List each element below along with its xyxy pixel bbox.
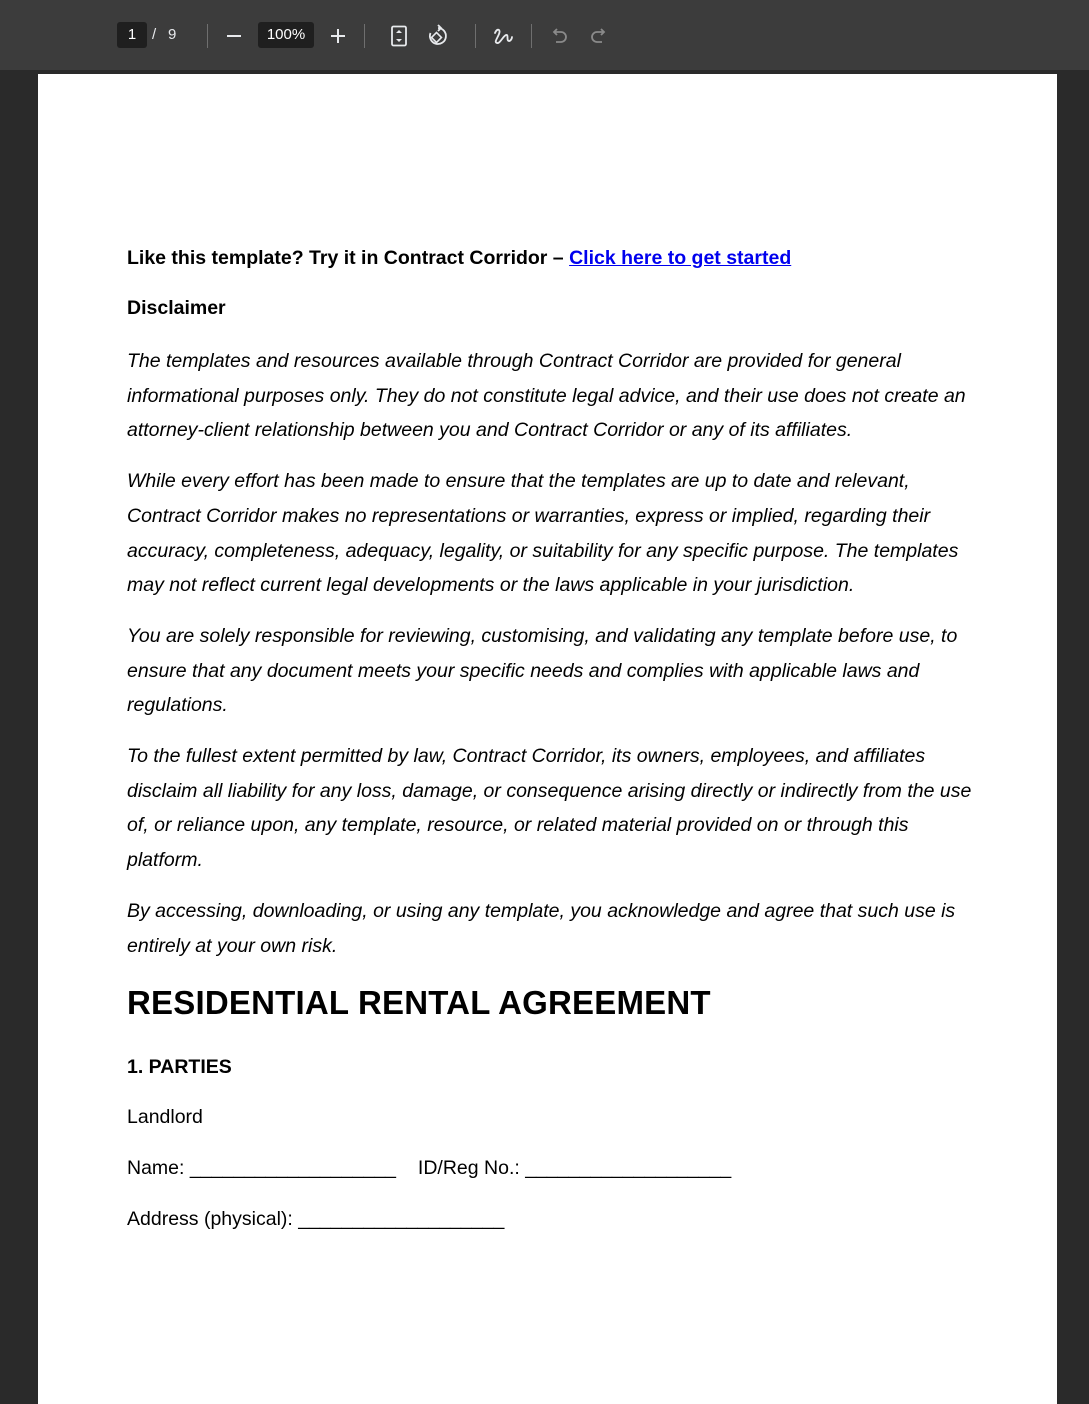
total-pages: 9: [168, 26, 177, 43]
undo-icon: [549, 26, 569, 46]
disclaimer-paragraph: While every effort has been made to ensure that the templates are up to date and relevant, Contract Corridor makes no representations or warranties, express or implied, regarding their accuracy, completeness, adequacy, legality, or suitability for any specific purpose. The templates may not reflect current legal developments or the laws applicable in your jurisdiction.: [127, 470, 959, 597]
toolbar-divider: [207, 24, 208, 48]
name-label: Name:: [127, 1157, 190, 1180]
promo-line: [127, 244, 987, 272]
redo-button[interactable]: [583, 20, 615, 52]
disclaimer-paragraph: The templates and resources available through Contract Corridor are provided for general informational purposes only. They do not constitute legal advice, and their use does not create an attorney-client relationship between you and Contract Corridor or any of its affiliates.: [127, 350, 966, 442]
rotate-button[interactable]: [422, 20, 454, 52]
landlord-name-row: [127, 1154, 987, 1182]
pdf-page: [38, 74, 1057, 1404]
disclaimer-paragraph: To the fullest extent permitted by law, Contract Corridor, its owners, employees, and affiliates disclaim all liability for any loss, damage, or consequence arising directly or indirectly from the use of, or reliance upon, any template, resource, or related material provided on or through this platform.: [127, 745, 972, 872]
minus-icon: [226, 28, 242, 44]
toolbar-divider: [531, 24, 532, 48]
address-blank: ___________________: [298, 1208, 505, 1231]
fit-page-button[interactable]: [383, 20, 415, 52]
undo-button[interactable]: [543, 20, 575, 52]
zoom-out-button[interactable]: [218, 20, 250, 52]
disclaimer-heading: Disclaimer: [127, 297, 226, 319]
zoom-level-input[interactable]: 100%: [258, 22, 314, 48]
agreement-title: RESIDENTIAL RENTAL AGREEMENT: [127, 984, 711, 1022]
draw-button[interactable]: [487, 20, 519, 52]
landlord-address-row: [127, 1205, 987, 1233]
name-blank: ___________________: [189, 1157, 396, 1180]
plus-icon: [330, 28, 346, 44]
toolbar-divider: [475, 24, 476, 48]
toolbar-divider: [364, 24, 365, 48]
idreg-label: ID/Reg No.:: [417, 1157, 526, 1180]
address-label: Address (physical):: [127, 1208, 299, 1231]
redo-icon: [589, 26, 609, 46]
zoom-in-button[interactable]: [322, 20, 354, 52]
get-started-link[interactable]: Click here to get started: [569, 247, 792, 269]
pdf-toolbar: [0, 0, 1089, 70]
page-separator: /: [152, 26, 157, 43]
page-content: [127, 244, 987, 1256]
section-parties-heading: 1. PARTIES: [127, 1056, 232, 1079]
disclaimer-paragraph: You are solely responsible for reviewing, customising, and validating any template before use, to ensure that any document meets your specific needs and complies with applicable laws and regulations.: [127, 624, 958, 717]
rotate-icon: [426, 24, 450, 48]
promo-text: Like this template? Try it in Contract Corridor –: [127, 247, 570, 269]
disclaimer-paragraph: By accessing, downloading, or using any template, you acknowledge and agree that such use is entirely at your own risk.: [127, 899, 956, 957]
fit-page-icon: [389, 25, 409, 47]
draw-icon: [492, 25, 514, 47]
page-number-input[interactable]: 1: [117, 22, 147, 48]
idreg-blank: ___________________: [525, 1157, 732, 1180]
landlord-label: Landlord: [127, 1106, 203, 1129]
